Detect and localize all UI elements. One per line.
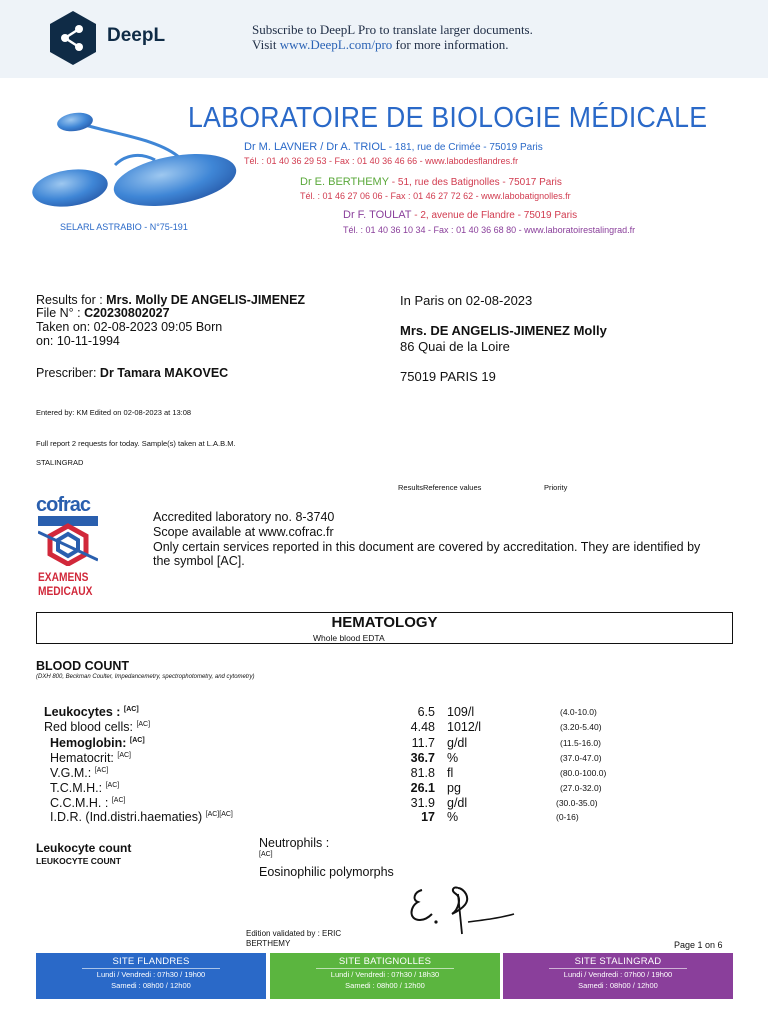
sample-site: STALINGRAD: [36, 458, 84, 467]
result-name: Hematocrit: [AC]: [50, 751, 132, 765]
accreditation-line-2: Scope available at www.cofrac.fr: [153, 525, 334, 539]
lab-contact-1: Tél. : 01 40 36 29 53 - Fax : 01 40 36 46 66 - www.labodesflandres.fr: [244, 156, 519, 166]
neutrophils-label: Neutrophils :: [259, 836, 330, 850]
hematology-subtitle: Whole blood EDTA: [313, 633, 385, 643]
cofrac-label-1: EXAMENS: [38, 570, 89, 584]
site-batignolles: SITE BATIGNOLLES Lundi / Vendredi : 07h30 / 18h30 Samedi : 08h00 / 12h00: [270, 953, 500, 999]
result-reference: (80.0-100.0): [560, 768, 607, 778]
result-reference: (37.0-47.0): [560, 753, 602, 763]
promo-line-2: [252, 37, 509, 53]
neutrophils-ac: [AC]: [259, 851, 273, 858]
place-date: In Paris on 02-08-2023: [400, 293, 533, 308]
result-row-ccmh: [0, 796, 768, 810]
born-on: on: 10-11-1994: [36, 334, 120, 348]
result-name: I.D.R. (Ind.distri.haematies) [AC][AC]: [50, 810, 233, 824]
lab-site-2: Dr E. BERTHEMY - 51, rue des Batignolles - 75017 Paris: [300, 176, 562, 188]
promo-line-1: Subscribe to DeepL Pro to translate larger documents.: [252, 22, 533, 37]
hematology-header: [36, 612, 733, 644]
leukocyte-count-subtitle: LEUKOCYTE COUNT: [36, 856, 121, 866]
blood-count-method: (DXH 800, Beckman Coulter, Impedancemetry, spectrophotometry, and cytometry): [36, 674, 255, 680]
leukocyte-count-title: Leukocyte count: [36, 841, 132, 855]
lab-contact-2: Tél. : 01 46 27 06 06 - Fax : 01 46 27 72 62 - www.labobatignolles.fr: [300, 191, 571, 201]
accreditation-line-4: the symbol [AC].: [153, 554, 245, 568]
result-unit: fl: [447, 766, 454, 780]
result-value: 17: [421, 810, 435, 824]
column-priority: Priority: [544, 483, 568, 492]
promo-link[interactable]: www.DeepL.com/pro: [279, 37, 393, 52]
result-unit: %: [447, 751, 459, 765]
taken-on: Taken on: 02-08-2023 09:05 Born: [36, 320, 223, 334]
result-unit: 1012/l: [447, 720, 482, 734]
result-value: 4.48: [410, 720, 435, 734]
result-unit: pg: [447, 781, 461, 795]
accreditation-line-1: Accredited laboratory no. 8-3740: [153, 510, 335, 524]
validated-by-name: BERTHEMY: [246, 939, 291, 948]
column-headers: ResultsReference values: [398, 483, 482, 492]
entered-by: Entered by: KM Edited on 02-08-2023 at 13:08: [36, 408, 192, 417]
result-reference: (30.0-35.0): [556, 798, 598, 808]
signature: [404, 876, 520, 940]
result-value: 11.7: [411, 736, 435, 750]
result-name: Red blood cells: [AC]: [44, 720, 151, 734]
cofrac-logo: [36, 494, 100, 604]
blood-count-title: BLOOD COUNT: [36, 659, 130, 673]
accreditation-line-3: Only certain services reported in this document are covered by accreditation. They are identified by: [153, 540, 701, 554]
file-number: File N° : C20230802027: [36, 306, 170, 320]
result-row-leukocytes: [0, 705, 768, 719]
lab-site-1: Dr M. LAVNER / Dr A. TRIOL - 181, rue de Crimée - 75019 Paris: [244, 141, 543, 153]
cofrac-emblem-icon: [38, 516, 98, 566]
result-value: 6.5: [417, 705, 435, 719]
promo-visit: Visit: [252, 37, 277, 52]
result-unit: %: [447, 810, 459, 824]
address-street: 86 Quai de la Loire: [400, 339, 510, 354]
result-value: 36.7: [410, 751, 435, 765]
result-row-hematocrit: [0, 751, 768, 765]
result-reference: (3.20-5.40): [560, 722, 602, 732]
result-row-vgm: [0, 766, 768, 780]
cofrac-logo-text: cofrac: [36, 494, 91, 516]
full-report: Full report 2 requests for today. Sample(s) taken at L.A.B.M.: [36, 439, 236, 448]
results-for: Results for : Mrs. Molly DE ANGELIS-JIMENEZ: [36, 293, 306, 307]
cofrac-label-2: MEDICAUX: [38, 584, 93, 598]
deepl-brand[interactable]: DeepL: [107, 25, 166, 46]
hematology-title: HEMATOLOGY: [331, 614, 438, 631]
selarl-label: SELARL ASTRABIO - N°75-191: [60, 222, 188, 232]
result-reference: (4.0-10.0): [560, 707, 597, 717]
site-stalingrad: SITE STALINGRAD Lundi / Vendredi : 07h00 / 19h00 Samedi : 08h00 / 12h00: [503, 953, 733, 999]
result-unit: g/dl: [447, 736, 468, 750]
validated-by: Edition validated by : ERIC: [246, 929, 342, 938]
result-name: Leukocytes : [AC]: [44, 705, 139, 719]
lab-title: LABORATOIRE DE BIOLOGIE MÉDICALE: [188, 102, 708, 134]
address-name: Mrs. DE ANGELIS-JIMENEZ Molly: [400, 323, 607, 338]
deepl-banner: [0, 0, 768, 78]
result-row-idr: [0, 810, 768, 824]
lab-site-3: Dr F. TOULAT - 2, avenue de Flandre - 75019 Paris: [343, 209, 578, 221]
lab-contact-3: Tél. : 01 40 36 10 34 - Fax : 01 40 36 68 80 - www.laboratoirestalingrad.fr: [343, 225, 636, 235]
promo-end: for more information.: [395, 37, 509, 52]
page-number: Page 1 on 6: [674, 940, 723, 950]
result-row-tcmh: [0, 781, 768, 795]
result-value: 26.1: [410, 781, 435, 795]
address-city: 75019 PARIS 19: [400, 369, 496, 384]
result-value: 31.9: [410, 796, 435, 810]
eosino-label: Eosinophilic polymorphs: [259, 865, 394, 879]
result-unit: 109/l: [447, 705, 475, 719]
result-reference: (11.5-16.0): [560, 738, 601, 748]
result-name: T.C.M.H.: [AC]: [50, 781, 120, 795]
result-value: 81.8: [410, 766, 435, 780]
result-unit: g/dl: [447, 796, 468, 810]
result-name: Hemoglobin: [AC]: [50, 736, 145, 750]
result-name: C.C.M.H. : [AC]: [50, 796, 126, 810]
result-reference: (27.0-32.0): [560, 783, 602, 793]
result-name: V.G.M.: [AC]: [50, 766, 109, 780]
result-reference: (0-16): [556, 812, 579, 822]
site-flandres: SITE FLANDRES Lundi / Vendredi : 07h30 / 19h00 Samedi : 08h00 / 12h00: [36, 953, 266, 999]
deepl-logo-icon[interactable]: [48, 10, 98, 66]
prescriber: Prescriber: Dr Tamara MAKOVEC: [36, 366, 229, 380]
result-row-hemoglobin: [0, 736, 768, 750]
result-row-rbc: [0, 720, 768, 734]
